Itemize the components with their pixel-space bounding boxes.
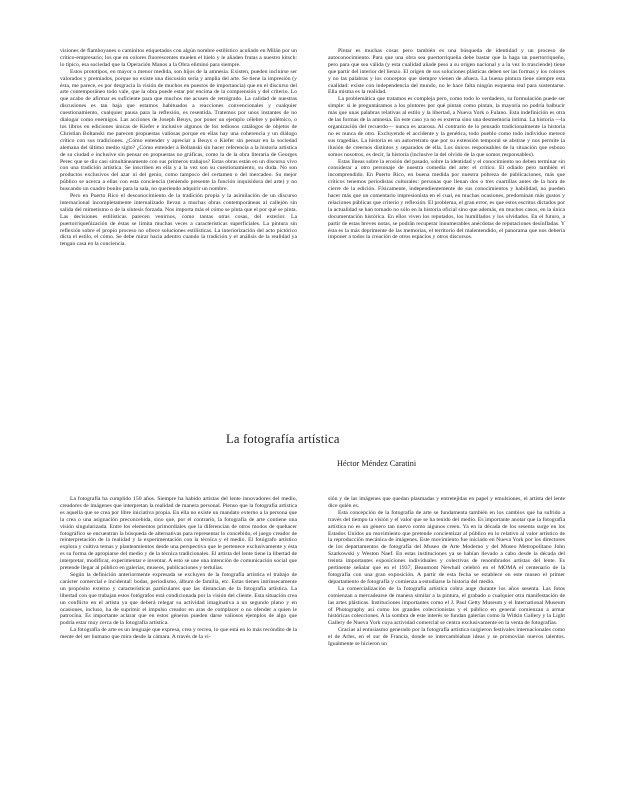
paragraph: Pintar es muchas cosas pero también es una búsqueda de identidad y un proceso de autoconocimiento. Para que una obra sea puertorriqueña debe bastar que la haga un puertorriqueño, pero para que sea válida (y esta cualidad añade peso a su origen nacional y a la vez lo trasciende) tiene que partir del interior del lienzo. El origen de sus soluciones plásticas deben ser las formas y los colores y no las palabras y los conceptos que siempre vienen de afuera. La buena pintura tiene siempre esta cualidad: existe con independencia del mundo, no le hace falta ningún esquema real para sustentarse. Ella misma es la realidad. bbox=[328, 48, 565, 96]
text-column-top-left bbox=[60, 48, 297, 413]
paragraph: Estos prototipos, en mayor o menor medida, son hijos de la amnesia. Existen, pueden incluirse ser valorados y premiados, porque no existe una discusión seria y amplia del arte. Se tiene la impresión (y ésta, me parece, es por desgracia la visión de muchos en puestos de importancia) que en el discurso del arte contemporáneo todo vale, que la obra puede estar por encima de la comprensión y del criterio. Lo que acabo de afirmar es suficiente para que muchos me acusen de retrógrado. La calidad de nuestras discusiones es tan baja que estamos habituados a reacciones convencionales y cualquier cuestionamiento, cualquier pausa para la reflexión, es resentida. Tratemos por unos instantes de no dialogar como enemigos. Las acciones de Joseph Beuys, por poner un ejemplo célebre y polémico, o los libros en ediciones únicas de Kiefer e inclusive algunos de los tediosos catálogos de objetos de Christian Boltanski me parecen propuestas valiosas porque en ellas hay una coherencia y un diálogo crítico con sus tradiciones. ¿Cómo entender y apreciar a Beuys o Kiefer sin pensar en la sociedad alemana del último medio siglo? ¿Cómo entender a Boltanski sin hacer referencia a la historia artística de su ciudad e inclusive sin pensar en propuestas no gráficas, como la de la obra literaria de Georges Perec que se dio casi simultáneamente con sus primeros trabajos? Estas obras están en un discurso vivo con una tradición artística. Se inscriben en ella y a la vez son su cuestionamiento, su duda. No son productos exclusivos del azar ni del genio, como tampoco del certamen o del mercadeo. Su mejor público se acerca a ellas con esta conciencia (teniendo presente la función inquisidora del arte) y no buscando un cuadro bonito para la sala, no queriendo adquirir un nombre. bbox=[60, 68, 297, 193]
paragraph: Estas líneas sobre la erosión del pasado, sobre la identidad y el conocimiento no deben terminar sin considerar a otro personaje de nuestra comedia del arte: el crítico. El odiado pero también el incomprendido. En Puerto Rico, en buena medida por nuestra pobreza de publicaciones, más que críticos tenemos periodistas culturales: personas que llenan dos o tres cuartillas antes de la hora de cierre de la edición. Físicamente, independientemente de sus conocimientos y habilidad, no pueden hacer más que un comentario impresionista en el cual, en muchas ocasiones, predominan más gustos y relaciones públicas que criterio y reflexión. El problema, el gran error, es que estos escritos dictados por la actualidad se han tornado no sólo en la historia oficial sino que además, en muchos casos, en la única documentación histórica. En ellos viven los reputados, los humillados y los olvidados. En el futuro, a partir de estas breves notas, se podrán recuperar innumerables anécdotas de reputaciones desinfladas. Y ésta es la más deprimente de las memorias, el territorio del malentendido, el panorama que nos debería imponer a todos la creación de otros espacios y otros discursos. bbox=[328, 158, 565, 241]
paragraph: Esta concepción de la fotografía de arte se fundamenta también en los cambios que ha sufrido a través del tiempo la visión y el valor que se ha tenido del medio. Es importante anotar que la fotografía artística no es un género tan nuevo como algunos creen. Ya en la década de los sesenta surge en los Estados Unidos un movimiento que pretende concientizar al público en lo relativo al valor artístico de la reproducción mecánica de imágenes. Este movimiento fue iniciado en Nueva York por los directores de los departamentos de fotografía del Museo de Arte Moderno y del Museo Metropolitano John Szarkowski y Weston Naef. En estas instituciones ya se habían llevado a cabo desde la década del treinta importantes exposiciones individuales y colectivas de renombrados artistas del lente. Es pertinente señalar que en el 1937, Beaumont Newhall celebró en el MOMA el centenario de la fotografía con una gran exposición. A partir de esta fecha se establece en este museo el primer departamento de fotografía y comienza a estudiarse la historia del medio. bbox=[328, 509, 565, 585]
paragraph: La problemática que tratamos es compleja pero, como todo lo verdadero, su formulación puede ser simple: si le preguntáramos a los pintores por qué pintan como pintan, la mayoría no podría balbucir más que unas palabras relativas al estilo y la libertad, a Nueva York o Fulano. Esta indefinición es otra de las formas de la amnesia. En este caso ya no es externa sino una desmemoria íntima. La historia —la organización del recuerdo— nunca es azarosa. Al contrario de lo pensado tradicionalmente la historia no es nunca de otro. Excluyendo el accidente y la genética, todo pueblo como todo individuo merece sus tragedias. La historia es un autorretrato que por su extensión temporal se abstrae y nos permite la ilusión de creernos distintos y separados de ella. Los únicos responsables de la situación que esbozo somos nosotros, es decir, la historia (inclusive la del olvido de la que somos responsables). bbox=[328, 96, 565, 158]
article-title: La fotografía artística bbox=[226, 432, 340, 446]
paragraph: La fotografía de arte es un lenguaje que expresa, crea y recrea, lo que está en lo más recóndito de la mente del ser humano que mira desde la cámara. A través de la vi- bbox=[60, 627, 297, 641]
paragraph: La fotografía ha cumplido 150 años. Siempre ha habido artistas del lente innovadores del medio, creadores de imágenes que interpretan la realidad de manera personal. Pienso que la fotografía artística es aquella que se crea por libre iniciativa propia. En ella no existe un mandato externo a la persona que la crea o una asignación preconcebida, sino que, por el contrario, la fotografía de arte contiene una visión singularizada. Entre los elementos primordiales que la diferencian de otros modos de quehacer fotográfico se encuentran la búsqueda de alternativas para representar lo concebido, el juego creador de reinterpretación de la realidad y la experimentación con la técnica y el medio. El fotógrafo artístico explora y cultiva temas y planteamientos desde una perspectiva que le pertenece exclusivamente y ésta es su forma de apropiarse del medio y de la técnica tradicionales. El artista del lente tiene la libertad de interpretar, modificar, experimentar e inventar. A esto se une una intención de comunicación social que pretende llegar al público en galerías, museos, publicaciones y tertulias. bbox=[60, 496, 297, 572]
paragraph: Gracias al entusiasmo generado por la fotografía artística surgieron festivales internacionales como el de Arles, en el sur de Francia, donde se intercambiaban ideas y se promovían nuevos talentos. Igualmente se hicieron un bbox=[328, 627, 565, 648]
paragraph: Pero en Puerto Rico el desconocimiento de la tradición propia y la asimilación de un discurso internacional incompletamente internalizado llevan a muchas obras contemporáneas al callejón sin salida del mimetismo o de la síntesis forzada. Nos importa más el cómo se pinta que el por qué se pinta. Las decisiones estilísticas parecen venirnos, como tantas otras cosas, del exterior. La puertorriqueñización de éstas se limita muchas veces a características superficiales. La pintura sin reflexión sobre el propio proceso no ofrece soluciones estilísticas. La interiorización del acto pictórico dicta el estilo, el cómo. Se debe mirar hacia adentro cuando la tradición y el análisis de la realidad ya tengan casa en la conciencia. bbox=[60, 193, 297, 248]
paragraph: visiones de flamboyanes o caminitos etiquetados con algún nombre estilístico acuñado en Milán por un crítico-empresario; los que en colores fluorescentes muelen el hielo y le añaden frutas a nuestro kitsch: lo típico, esa sociedad que la Operación Manos a la Obra eliminó para siempre. bbox=[60, 48, 297, 68]
article-author: Héctor Méndez Caratini bbox=[337, 459, 417, 468]
text-column-bottom-right bbox=[328, 496, 565, 786]
paragraph: La comercialización de la fotografía artística cobra auge durante los años sesenta. Las fotos comienzan a mercadearse de manera similar a la pintura, el grabado o cualquier otra manifestación de las artes plásticas. Instituciones importantes como el J. Paul Getty Museum y el International Museum of Photography así como los grandes coleccionistas y el público en general comienzan a armar históricas colecciones. A la sombra de este interés se fundan galerías como la Witkin Gallery y la Light Gallery de Nueva York cuya actividad comercial se centra exclusivamente en la venta de fotografías. bbox=[328, 585, 565, 627]
text-column-bottom-left bbox=[60, 496, 297, 786]
paragraph: sión y de las imágenes que quedan plasmadas y entretejidas en papel y emulsiones, el artista del lente dice quién es. bbox=[328, 496, 565, 509]
text-column-top-right bbox=[328, 48, 565, 413]
paragraph: Según la definición anteriormente expresada se excluyen de la fotografía artística el trabajo de carácter comercial e incidental: bodas, periodismo, álbum de familia, etc. Estas tienen intrínsecamente un propósito externo y características particulares que las distancian de la fotografía artística. La libertad con que trabajan estos fotógrafos está condicionada por la visión del cliente. Esta situación crea un conflicto en el artista ya que deberá relegar su actividad imaginativa a un segundo plano y en ocasiones, incluso, ha de suprimir el impulso creador en aras de complacer o no ofender a quien le patrocina. Es importante aclarar que en estos géneros pueden darse valiosos ejemplos de algo que podría estar muy cerca de la fotografía artística. bbox=[60, 571, 297, 627]
